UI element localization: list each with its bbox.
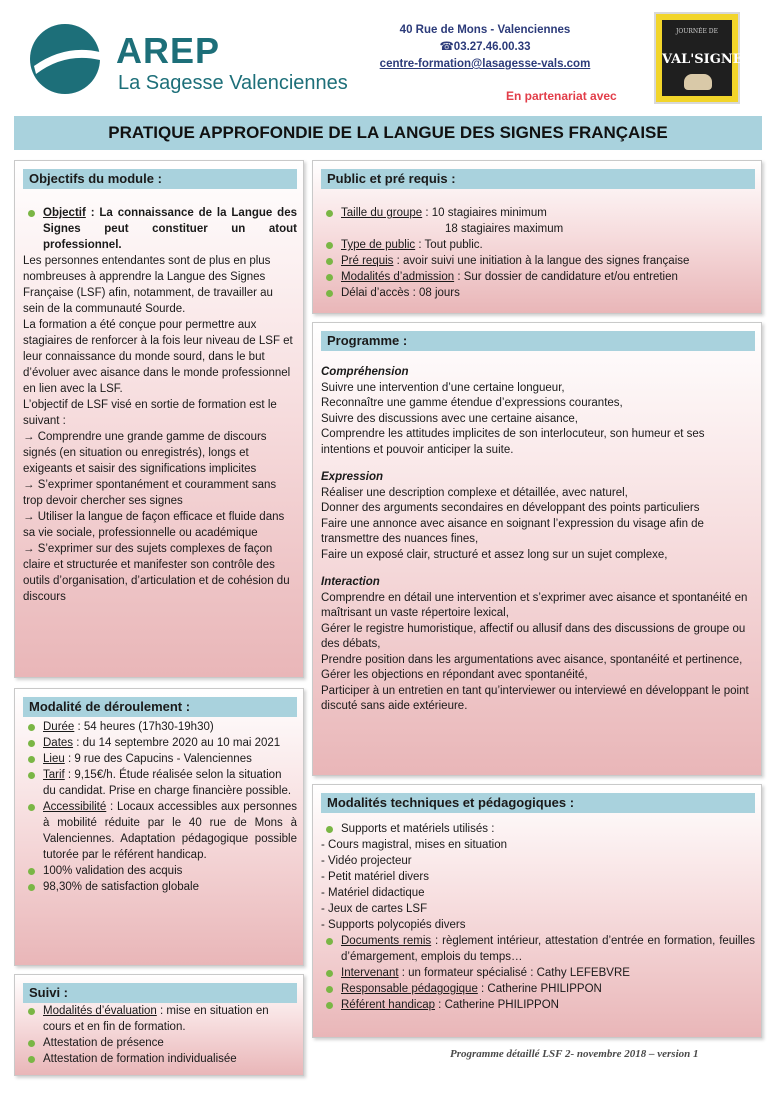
support-item: - Jeux de cartes LSF	[321, 903, 428, 915]
programme-line: Gérer le registre humoristique, affectif ou allusif dans des discussions de groupe ou des débats,	[321, 622, 746, 650]
techniques-item-label: Responsable pédagogique	[341, 983, 478, 995]
partner-logo-small-text: JOURNÉE DE	[675, 28, 718, 35]
public-item-text: Délai d’accès : 08 jours	[341, 287, 460, 299]
modalite-item-text: : Locaux accessibles aux personnes à mobilité réduite par le 40 rue de Mons à Valenciennes. Adaptation pédagogique possible tutorée par le référent handicap.	[43, 801, 297, 861]
public-groupe-max: 18 stagiaires maximum	[445, 223, 564, 235]
techniques-item	[321, 981, 755, 997]
public-heading: Public et pré requis :	[321, 169, 755, 189]
org-name: AREP	[116, 30, 221, 71]
suivi-box	[14, 974, 304, 1076]
modalite-item-text: : 9 rue des Capucins - Valenciennes	[64, 753, 252, 765]
modalite-item	[23, 767, 297, 799]
objectif-label: Objectif	[43, 207, 86, 219]
programme-line: Réaliser une description complexe et détaillée, avec naturel,	[321, 486, 628, 499]
objectifs-content	[23, 205, 297, 605]
modalite-item-text: : 9,15€/h. Étude réalisée selon la situation du candidat. Prise en charge financière possible.	[43, 769, 292, 797]
suivi-item	[23, 1051, 297, 1067]
modalite-item-label: Accessibilité	[43, 801, 107, 813]
contact-block	[350, 22, 620, 73]
suivi-item	[23, 1003, 297, 1035]
objectifs-paragraph: → S’exprimer sur des sujets complexes de façon claire et structurée et manifester son contrôle des outils d’organisation, d’articulation et de cohésion du discours	[23, 543, 290, 603]
programme-content	[321, 365, 755, 715]
programme-box	[312, 322, 762, 776]
modalite-item	[23, 735, 297, 751]
objectif-item	[23, 205, 297, 253]
hand-icon	[684, 74, 712, 90]
public-item	[321, 253, 755, 269]
techniques-item	[321, 933, 755, 965]
modalite-item-label: Dates	[43, 737, 74, 749]
techniques-item-text: : règlement intérieur, attestation d’entrée en formation, feuilles d’émargement, emplois du temps…	[341, 935, 755, 963]
techniques-item	[321, 965, 755, 981]
public-item-label: Type de public	[341, 239, 416, 251]
programme-line: Suivre une intervention d’une certaine longueur,	[321, 381, 565, 394]
modalite-item-text: 98,30% de satisfaction globale	[43, 881, 199, 893]
objectifs-box	[14, 160, 304, 678]
public-item	[321, 205, 755, 221]
techniques-item-label: Documents remis	[341, 935, 432, 947]
support-item: - Matériel didactique	[321, 887, 425, 899]
modalite-item-text: 100% validation des acquis	[43, 865, 183, 877]
techniques-item	[321, 997, 755, 1013]
programme-line: Participer à un entretien en tant qu’interviewer ou interviewé en développant le point discuté sans aide extérieure.	[321, 684, 749, 712]
partner-text: En partenariat avec	[506, 89, 617, 103]
address: 40 Rue de Mons - Valenciennes	[399, 24, 571, 36]
support-item: - Supports polycopiés divers	[321, 919, 466, 931]
public-item-text: : Sur dossier de candidature et/ou entretien	[454, 271, 678, 283]
public-item	[321, 269, 755, 285]
suivi-heading: Suivi :	[23, 983, 297, 1003]
page-header	[0, 0, 775, 112]
programme-line: Comprendre en détail une intervention et s’exprimer avec aisance et spontanéité en maîtrisant un vaste répertoire lexical,	[321, 591, 748, 619]
techniques-item-text: : Catherine PHILIPPON	[434, 999, 559, 1011]
suivi-item	[23, 1035, 297, 1051]
programme-section-title: Interaction	[321, 576, 380, 588]
public-item-label: Pré requis	[341, 255, 394, 267]
support-item: - Vidéo projecteur	[321, 855, 412, 867]
modalite-heading: Modalité de déroulement :	[23, 697, 297, 717]
org-subtitle: La Sagesse Valenciennes	[118, 72, 348, 94]
objectifs-paragraph: Les personnes entendantes sont de plus en plus nombreuses à apprendre la Langue des Signes Française (LSF) afin, notamment, de travailler au sein de la communauté Sourde.	[23, 255, 273, 315]
modalite-item	[23, 879, 297, 895]
programme-line: Comprendre les attitudes implicites de son interlocuteur, son humeur et ses intentions et pouvoir anticiper la suite.	[321, 428, 705, 456]
public-box	[312, 160, 762, 314]
programme-line: Faire une annonce avec aisance en soignant l’expression du visage afin de transmettre des nuances fines,	[321, 517, 704, 545]
programme-line: Faire un exposé clair, structuré et assez long sur un sujet complexe,	[321, 548, 668, 561]
arep-logo-icon	[28, 22, 102, 96]
techniques-box	[312, 784, 762, 1038]
public-item-label: Taille du groupe	[341, 207, 423, 219]
partner-logo-name: VAL'SIGNES	[662, 52, 753, 67]
modalite-item	[23, 863, 297, 879]
modalite-item-text: : du 14 septembre 2020 au 10 mai 2021	[73, 737, 281, 749]
objectif-text: : La connaissance de la Langue des Signes peut constituer un atout professionnel.	[43, 207, 297, 251]
public-content	[321, 205, 755, 301]
suivi-item-text: Attestation de formation individualisée	[43, 1053, 237, 1065]
programme-section-title: Expression	[321, 471, 383, 483]
techniques-item-label: Référent handicap	[341, 999, 435, 1011]
programme-line: Donner des arguments secondaires en développant des points particuliers	[321, 502, 700, 514]
partner-logo	[654, 12, 753, 104]
supports-title: Supports et matériels utilisés :	[321, 821, 755, 837]
suivi-item-label: Modalités d’évaluation	[43, 1005, 157, 1017]
techniques-item-text: : un formateur spécialisé : Cathy LEFEBVRE	[398, 967, 630, 979]
public-item-label: Modalités d’admission	[341, 271, 455, 283]
phone: ☎03.27.46.00.33	[439, 41, 531, 53]
public-item-text: : avoir suivi une initiation à la langue des signes française	[393, 255, 690, 267]
objectifs-paragraph: L’objectif de LSF visé en sortie de formation est le suivant :	[23, 399, 277, 427]
objectifs-paragraph: La formation a été conçue pour permettre aux stagiaires de renforcer à la fois leur niveau de LSF et leur connaissance du monde sourd, dans le but d’évoluer avec aisance dans le monde professionnel en lien avec la LSF.	[23, 319, 293, 395]
partner-logo-background	[662, 20, 753, 96]
support-item: - Cours magistral, mises en situation	[321, 839, 507, 851]
modalite-item-label: Lieu	[43, 753, 65, 765]
page-title: PRATIQUE APPROFONDIE DE LA LANGUE DES SIGNES FRANÇAISE	[108, 123, 668, 142]
programme-line: Reconnaître une gamme étendue d’expressions courantes,	[321, 397, 623, 409]
modalite-item	[23, 719, 297, 735]
programme-section-title: Compréhension	[321, 366, 409, 378]
modalite-item-text: : 54 heures (17h30-19h30)	[74, 721, 214, 733]
modalite-content	[23, 719, 297, 895]
techniques-item-label: Intervenant	[341, 967, 399, 979]
public-item-text: : 10 stagiaires minimum	[422, 207, 547, 219]
objectifs-heading: Objectifs du module :	[23, 169, 297, 189]
techniques-item-text: : Catherine PHILIPPON	[477, 983, 602, 995]
programme-heading: Programme :	[321, 331, 755, 351]
objectifs-paragraph: → S’exprimer spontanément et couramment sans trop devoir chercher ses signes	[23, 479, 277, 507]
public-item	[321, 237, 755, 253]
programme-line: Prendre position dans les argumentations avec aisance, spontanéité et pertinence,	[321, 653, 743, 666]
modalite-box	[14, 688, 304, 966]
footer-note: Programme détaillé LSF 2- novembre 2018 – version 1	[450, 1048, 699, 1060]
public-item	[321, 285, 755, 301]
email-link[interactable]: centre-formation@lasagesse-vals.com	[379, 58, 591, 70]
modalite-item	[23, 751, 297, 767]
suivi-item-text: : mise en situation en cours et en fin de formation.	[43, 1005, 269, 1033]
programme-line: Suivre des discussions avec une certaine aisance,	[321, 412, 578, 425]
objectifs-paragraph: → Utiliser la langue de façon efficace et fluide dans sa vie sociale, professionnelle ou académique	[23, 511, 285, 539]
public-item-text: : Tout public.	[415, 239, 483, 251]
objectifs-paragraph: → Comprendre une grande gamme de discours signés (en situation ou enregistrés), longs et exigeants et saisir des significations implicites	[23, 431, 267, 475]
title-band	[14, 116, 762, 150]
techniques-content	[321, 821, 755, 1013]
support-item: - Petit matériel divers	[321, 871, 430, 883]
suivi-content	[23, 1003, 297, 1067]
programme-line: Gérer les objections en répondant avec spontanéité,	[321, 669, 588, 681]
modalite-item-label: Tarif	[43, 769, 65, 781]
modalite-item	[23, 799, 297, 863]
techniques-heading: Modalités techniques et pédagogiques :	[321, 793, 755, 813]
suivi-item-text: Attestation de présence	[43, 1037, 164, 1049]
modalite-item-label: Durée	[43, 721, 75, 733]
